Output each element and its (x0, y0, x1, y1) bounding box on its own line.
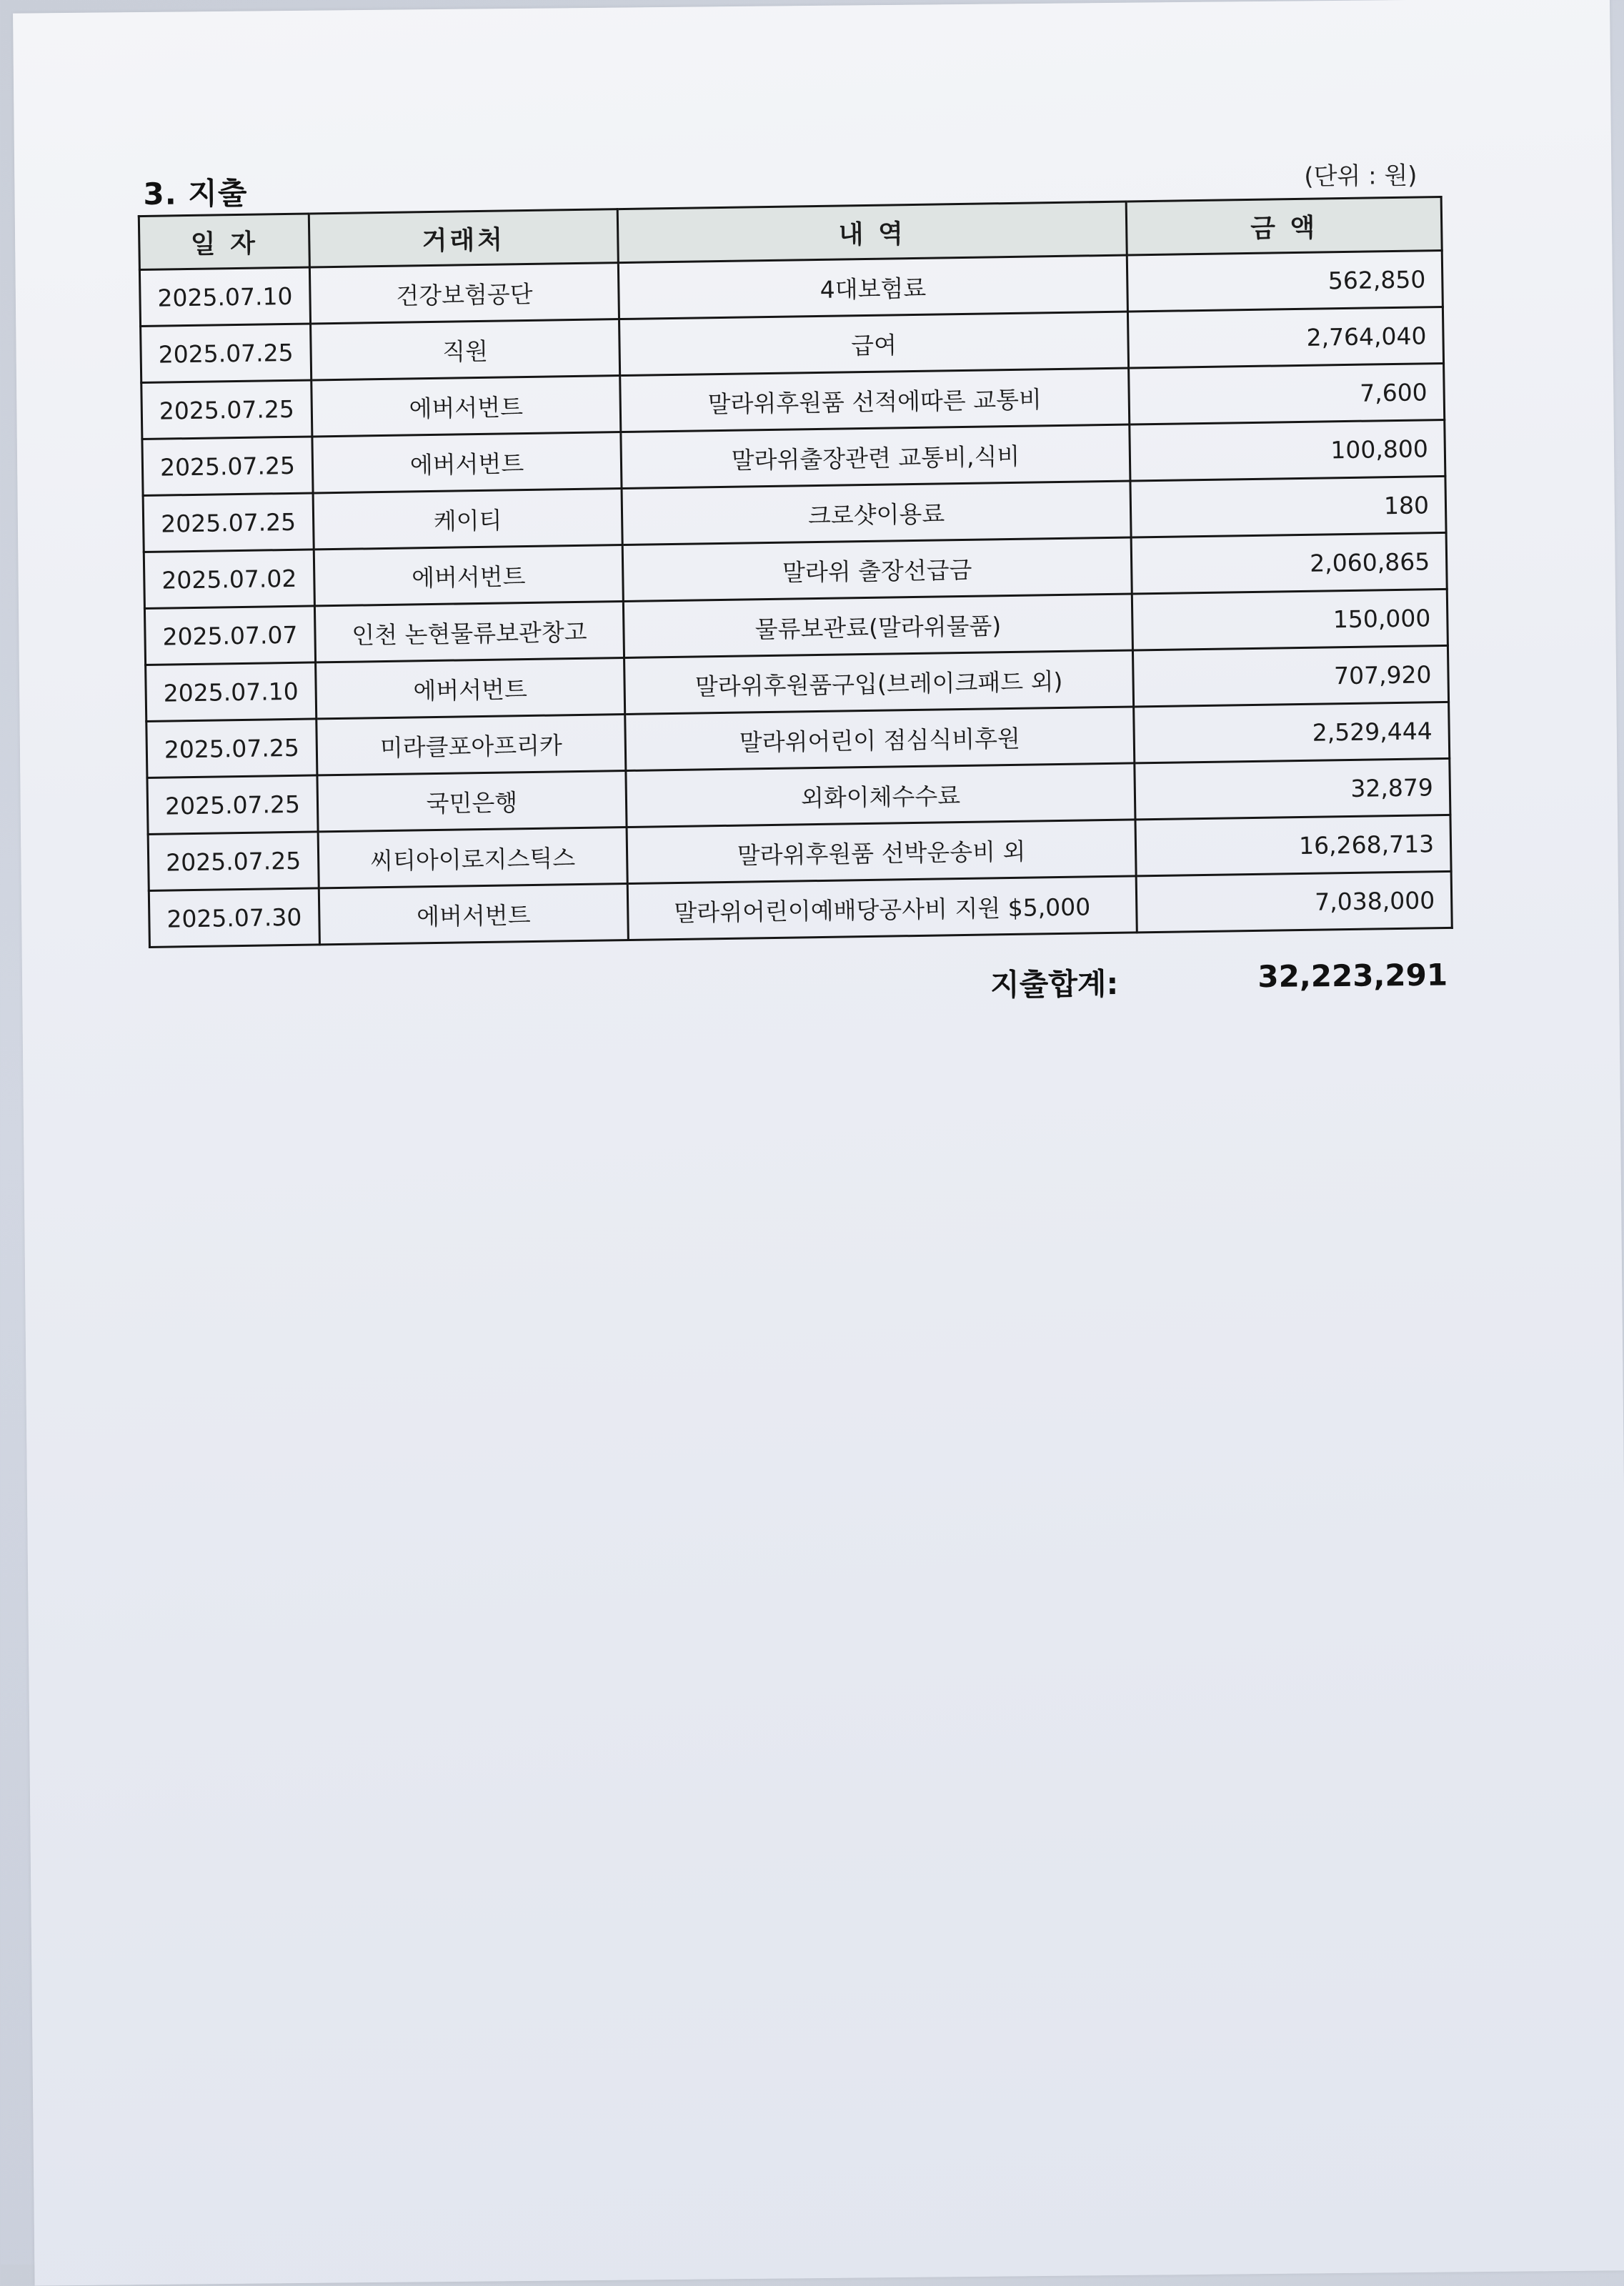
cell-date: 2025.07.10 (139, 267, 310, 327)
cell-vendor: 에버서번트 (319, 883, 628, 944)
cell-detail: 말라위출장관련 교통비,식비 (621, 424, 1130, 489)
header-amount: 금 액 (1126, 197, 1442, 255)
cell-vendor: 국민은행 (317, 771, 627, 832)
cell-detail: 4대보험료 (618, 255, 1127, 319)
cell-amount: 2,764,040 (1127, 307, 1443, 368)
cell-vendor: 미라클포아프리카 (317, 715, 626, 775)
cell-date: 2025.07.25 (148, 832, 319, 891)
cell-amount: 150,000 (1132, 589, 1448, 650)
cell-amount: 32,879 (1135, 758, 1450, 820)
cell-detail: 말라위후원품구입(브레이크패드 외) (624, 650, 1134, 715)
cell-detail: 말라위어린이예배당공사비 지원 $5,000 (627, 876, 1137, 940)
cell-vendor: 케이티 (313, 489, 622, 550)
cell-date: 2025.07.25 (143, 493, 314, 552)
cell-vendor: 에버서번트 (316, 658, 625, 719)
expense-table (138, 196, 1453, 948)
total-value: 32,223,291 (1257, 957, 1448, 995)
cell-date: 2025.07.25 (141, 380, 312, 439)
cell-date: 2025.07.25 (146, 719, 317, 778)
cell-detail: 말라위후원품 선적에따른 교통비 (620, 368, 1130, 432)
cell-amount: 562,850 (1127, 250, 1443, 312)
cell-vendor: 건강보험공단 (309, 263, 619, 324)
cell-amount: 180 (1130, 476, 1446, 537)
cell-amount: 100,800 (1130, 419, 1445, 481)
unit-note: (단위 : 원) (1304, 161, 1418, 192)
cell-detail: 말라위 출장선급금 (622, 537, 1132, 602)
section-title: 3. 지출 (143, 175, 248, 212)
cell-vendor: 에버서번트 (314, 545, 623, 606)
header-date: 일 자 (139, 214, 309, 270)
cell-detail: 크로샷이용료 (622, 481, 1131, 545)
cell-detail: 외화이체수수료 (626, 763, 1135, 828)
cell-vendor: 씨티아이로지스틱스 (318, 828, 627, 888)
cell-amount: 7,038,000 (1136, 871, 1452, 933)
cell-vendor: 에버서번트 (312, 376, 621, 437)
header-vendor: 거래처 (309, 209, 618, 267)
cell-amount: 7,600 (1129, 363, 1445, 424)
total-label: 지출합계: (990, 965, 1119, 1003)
cell-amount: 707,920 (1132, 645, 1448, 707)
cell-date: 2025.07.25 (147, 775, 318, 835)
cell-date: 2025.07.02 (144, 550, 314, 609)
total-row (990, 957, 1448, 1003)
cell-vendor: 에버서번트 (312, 432, 622, 493)
cell-amount: 2,529,444 (1134, 702, 1450, 763)
header-detail: 내 역 (617, 202, 1127, 263)
cell-date: 2025.07.07 (144, 606, 315, 665)
cell-detail: 물류보관료(말라위물품) (623, 594, 1132, 658)
cell-detail: 말라위어린이 점심식비후원 (625, 707, 1135, 771)
cell-detail: 급여 (619, 312, 1129, 376)
paper-sheet (13, 0, 1624, 2286)
cell-vendor: 인천 논현물류보관창고 (314, 602, 624, 662)
cell-date: 2025.07.10 (146, 662, 317, 722)
cell-amount: 2,060,865 (1131, 532, 1447, 594)
cell-date: 2025.07.30 (149, 888, 319, 948)
cell-vendor: 직원 (311, 319, 620, 380)
cell-detail: 말라위후원품 선박운송비 외 (627, 820, 1136, 884)
cell-date: 2025.07.25 (141, 324, 312, 383)
cell-date: 2025.07.25 (142, 437, 313, 496)
cell-amount: 16,268,713 (1135, 815, 1451, 876)
table-body (139, 250, 1452, 947)
